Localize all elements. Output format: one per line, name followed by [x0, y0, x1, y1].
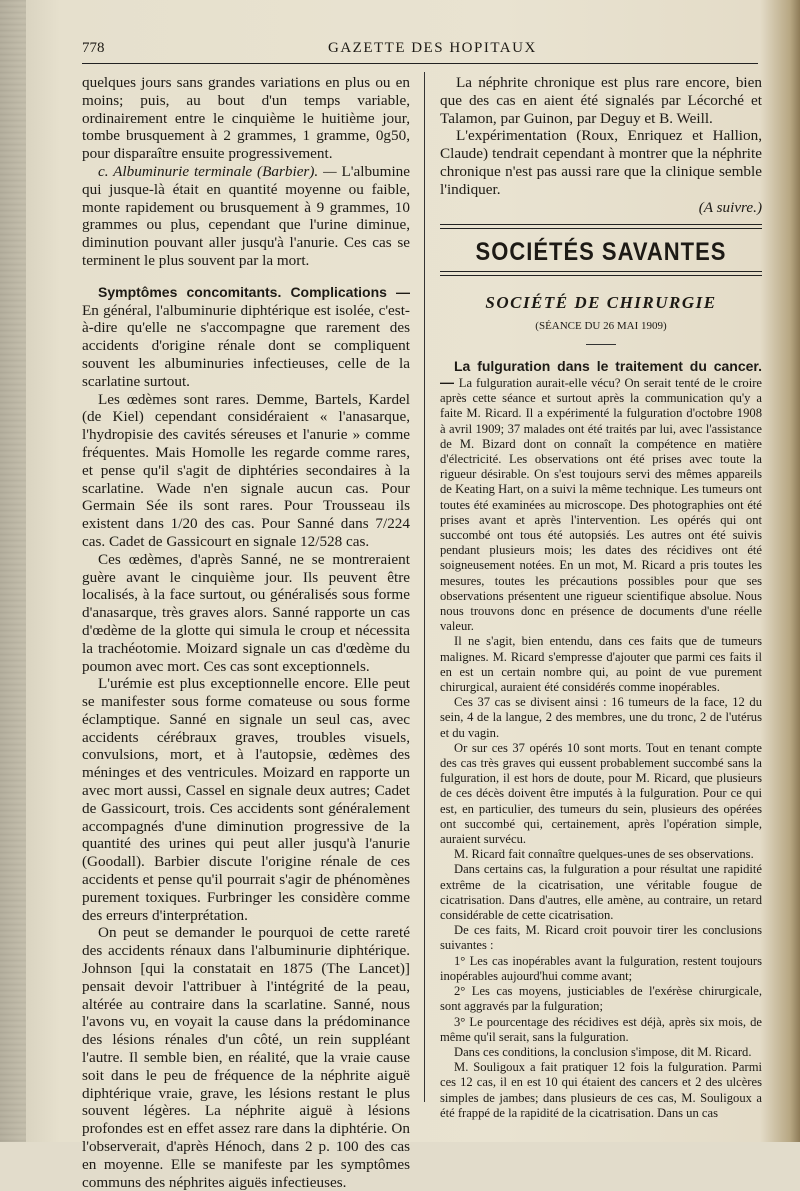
section-rule: [440, 271, 762, 276]
subsection-lead: c. Albuminurie terminale (Barbier). —: [98, 162, 342, 180]
paragraph: Dans ces conditions, la conclusion s'impose, dit M. Ricard.: [454, 1044, 752, 1059]
paragraph: De ces faits, M. Ricard croit pouvoir tirer les conclusions suivantes :: [440, 923, 762, 953]
column-divider: [424, 72, 425, 1102]
paragraph: Les œdèmes sont rares. Demme, Bartels, Kardel (de Kiel) cependant considéraient « l'anasarque, l'hydropisie des cavités séreuses et l'anurie » comme fréquentes. Mais Homolle les regarde comme rares, et pense qu'il s'agit de diphtéries secondaires à la scarlatine. Wade n'en signale aucun cas. Pour Germain Sée ils sont rares. Pour Trousseau ils existent dans 1/20 des cas. Pour Sanné dans 7/224 cas. Cadet de Gassicourt en signale 12/528 cas.: [82, 390, 410, 550]
paragraph: On peut se demander le pourquoi de cette rareté des accidents rénaux dans l'albuminurie diphtérique. Johnson [qui la constatait en 1875 (The Lancet)] pensait devoir l'attribuer à l'intégrité de la peau, altérée au contraire dans la scarlatine. Sanné, nous l'avons vu, en voyait la cause dans la prédominance des lésions rénales d'un côté, un rein suppléant l'autre. Il semble bien, en réalité, que la vraie cause soit dans le peu de fréquence de la néphrite aiguë diphtérique vraie, grave, les lésions restant le plus souvent légères. La néphrite aiguë à lésions profondes est en effet assez rare dans la diphtérie. On l'observerait, d'après Hénoch, dans 2 p. 100 des cas en moyenne. Elle se manifeste par les symptômes communs des néphrites aiguës infectieuses.: [82, 924, 410, 1191]
paragraph: L'expérimentation (Roux, Enriquez et Hallion, Claude) tendrait cependant à montrer que la néphrite chronique n'est pas aussi rare que la clinique semble l'indiquer.: [440, 127, 762, 198]
session-date: (SÉANCE DU 26 MAI 1909): [535, 319, 667, 332]
paragraph: M. Souligoux a fait pratiquer 12 fois la fulguration. Parmi ces 12 cas, il en est 10 qui étaient des cancers et 2 des ulcères simples de jambes; dans plusieurs de ces cas, M. Souligoux a été frappé de la rapidité de la cicatrisation. Dans un cas: [440, 1060, 762, 1120]
society-title: SOCIÉTÉ DE CHIRURGIE: [485, 293, 717, 313]
section-title: SOCIÉTÉS SAVANTES: [475, 237, 727, 267]
paragraph: quelques jours sans grandes variations en plus ou en moins; puis, au bout d'un temps variable, ordinairement entre le cinquième le huitième jour, tombe brusquement à 2 grammes, 1 gramme, 0g50, pour disparaître ensuite progressivement.: [82, 74, 410, 163]
paragraph: Ces 37 cas se divisent ainsi : 16 tumeurs de la face, 12 du sein, 4 de la langue, 2 des membres, une du tronc, 2 de l'utérus et du vagin.: [440, 695, 762, 740]
left-column: [82, 74, 410, 1191]
paragraph: [440, 359, 762, 635]
page-number: 778: [82, 40, 105, 56]
paragraph: [82, 163, 410, 270]
paragraph-text: L'albumine qui jusque-là était en quantité moyenne ou faible, monte rapidement ou brusquement à 9 grammes, 10 grammes ou plus, cependant que l'urine diminue, diminution pouvant aller jusqu'à l'anurie. Ces cas se terminent le plus souvent par la mort.: [82, 162, 410, 269]
paragraph: L'urémie est plus exceptionnelle encore. Elle peut se manifester sous forme comateuse ou sous forme éclamptique. Sanné en signale un seul cas, avec accidents cérébraux graves, troubles visuels, convulsions, mort, et à l'autopsie, œdèmes des méninges et des ventricules. Moizard en rapporte un avec mort aussi, Cassel en signale deux autres; Cadet de Gassicourt, trois. Ces accidents sont généralement accompagnés d'une diminution progressive de la quantité des urines qui peut aller jusqu'à l'anurie (Goodall). Barbier discute l'origine rénale de ces accidents et pense qu'il pourrait s'agir de phénomènes purement toxiques. Furbringer les considère comme des erreurs d'interprétation.: [82, 675, 410, 924]
to-be-continued: (A suivre.): [698, 198, 762, 216]
paragraph: Ces œdèmes, d'après Sanné, ne se montreraient guère avant le cinquième jour. Ils peuvent être localisés, à la face surtout, ou généralisés sous forme d'anasarque, très graves alors. Sanné rapporte un cas d'œdème de la glotte qui simula le croup et nécessita la trachéotomie. Moizard signale un cas d'œdème du poumon avec mort. Ces cas sont exceptionnels.: [82, 550, 410, 675]
spacer: [82, 270, 410, 284]
paragraph: Or sur ces 37 opérés 10 sont morts. Tout en tenant compte des cas très graves qui eussent probablement succombé sans la fulguration, il est hors de doute, pour M. Ricard, que plusieurs de ces décès doivent être imputés à la fulguration. Pour ce qui est, en particulier, des tumeurs du sein, plusieurs des opérées ont succombé qui, certainement, après l'opération simple, auraient survécu.: [440, 740, 762, 847]
paragraph: Dans certains cas, la fulguration a pour résultat une rapidité extrême de la cicatrisation, une véritable fougue de cicatrisation. Dans d'autres, elle amène, au contraire, un retard considérable de cette cicatrisation.: [440, 862, 762, 923]
paragraph: 3° Le pourcentage des récidives est déjà, après six mois, de même qu'il serait, sans la fulguration.: [440, 1014, 762, 1044]
section-heading: Symptômes concomitants. Complications —: [98, 283, 410, 300]
paragraph: La néphrite chronique est plus rare encore, bien que des cas en aient été signalés par Lécorché et Talamon, par Guinon, par Deguy et B. Weill.: [440, 74, 762, 127]
page-binding-edge: [0, 0, 26, 1142]
right-column: [440, 74, 762, 1121]
paragraph: 2° Les cas moyens, justiciables de l'exérèse chirurgicale, sont aggravés par la fulguration;: [440, 984, 762, 1014]
paragraph-text: La fulguration aurait-elle vécu? On serait tenté de le croire après cette séance et surtout après la communication qu'y a faite M. Ricard. Il a expérimenté la fulguration d'octobre 1908 à avril 1909; 37 malades ont été traités par lui, avec l'assistance de M. Bizard dont on connaît la compétence en matière d'électricité. Les observations ont été prises avec toute la rigueur désirable. On s'est toujours servi des mêmes appareils de Keating Hart, on a suivi la même technique. Les tumeurs ont toutes été examinées au microscope. Des photographies ont été prises avant et après l'intervention. Les opérés qui ont succombé ont tous été autopsiés. Les autres ont été suivis pendant plusieurs mois; les dates des récidives ont été soigneusement notées. En un mot, M. Ricard a pris toutes les mesures, toutes les précautions possibles pour que ses observations présentent une rigueur scientifique absolue. Nous nous trouvons donc en présence de documents d'une réelle valeur.: [440, 375, 762, 634]
header-rule: [82, 63, 758, 64]
report-body: [440, 359, 762, 1121]
section-rule: [440, 224, 762, 229]
paragraph: M. Ricard fait connaître quelques-unes de ses observations.: [454, 847, 754, 862]
report-heading: La fulguration dans le traitement du cancer. —: [440, 357, 762, 390]
short-rule: [586, 344, 616, 345]
paragraph: 1° Les cas inopérables avant la fulguration, restent toujours inopérables aujourd'hui comme avant;: [440, 953, 762, 983]
paragraph-text: En général, l'albuminurie diphtérique est isolée, c'est-à-dire qu'elle ne s'accompagne que rarement des accidents d'origine rénale dont se compliquent souvent les albuminuries infectieuses, celle de la scarlatine surtout.: [82, 301, 410, 390]
paragraph: [82, 284, 410, 391]
paragraph: Il ne s'agit, bien entendu, dans ces faits que de tumeurs malignes. M. Ricard s'empresse d'ajouter que parmi ces faits il en est un certain nombre qui, au point de vue purement chirurgical, auraient été considérés comme inopérables.: [440, 634, 762, 695]
running-title: GAZETTE DES HOPITAUX: [328, 40, 537, 56]
